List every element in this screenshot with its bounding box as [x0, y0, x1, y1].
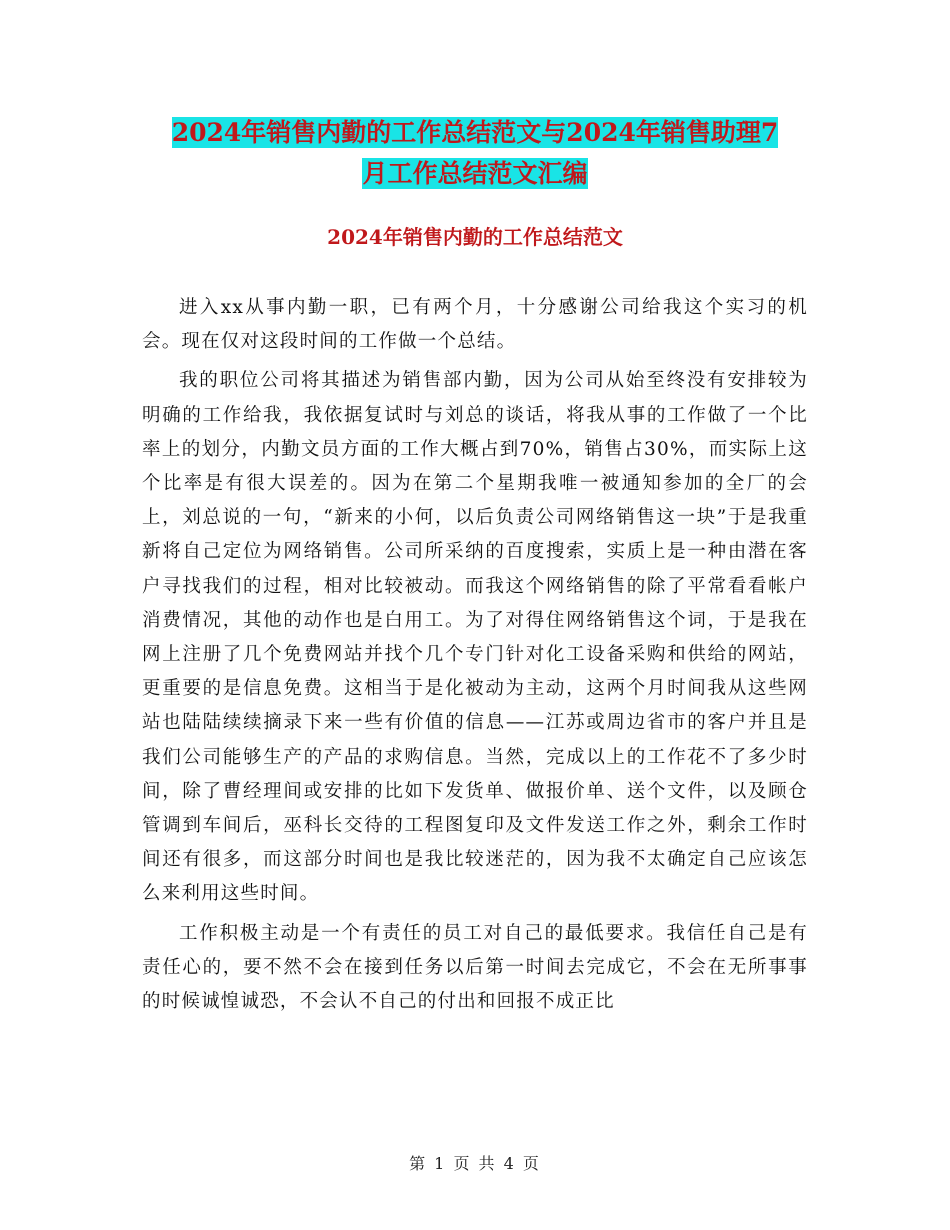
document-title: [140, 112, 810, 194]
paragraph: 我的职位公司将其描述为销售部内勤，因为公司从始至终没有安排较为明确的工作给我，我依据复试时与刘总的谈话，将我从事的工作做了一个比率上的划分，内勤文员方面的工作大概占到70%，销售占30%，而实际上这个比率是有很大误差的。因为在第二个星期我唯一被通知参加的全厂的会上，刘总说的一句，“新来的小何，以后负责公司网络销售这一块”于是我重新将自己定位为网络销售。公司所采纳的百度搜索，实质上是一种由潜在客户寻找我们的过程，相对比较被动。而我这个网络销售的除了平常看看帐户消费情况，其他的动作也是白用工。为了对得住网络销售这个词，于是我在网上注册了几个免费网站并找个几个专门针对化工设备采购和供给的网站，更重要的是信息免费。这相当于是化被动为主动，这两个月时间我从这些网站也陆陆续续摘录下来一些有价值的信息——江苏或周边省市的客户并且是我们公司能够生产的产品的求购信息。当然，完成以上的工作花不了多少时间，除了曹经理间或安排的比如下发货单、做报价单、送个文件，以及顾仓管调到车间后，巫科长交待的工程图复印及文件发送工作之外，剩余工作时间还有很多，而这部分时间也是我比较迷茫的，因为我不太确定自己应该怎么来利用这些时间。: [142, 370, 808, 905]
document-body: [142, 291, 808, 1024]
document-title-line-2: 月工作总结范文汇编: [362, 159, 588, 188]
paragraph: 工作积极主动是一个有责任的员工对自己的最低要求。我信任自己是有责任心的，要不然不会在接到任务以后第一时间去完成它，不会在无所事事的时候诚惶诚恐，不会认不自己的付出和回报不成正比: [142, 922, 808, 1013]
section-title: 2024年销售内勤的工作总结范文: [327, 225, 623, 249]
page-number-footer: 第 1 页 共 4 页: [409, 1154, 541, 1173]
document-title-line-1: 2024年销售内勤的工作总结范文与2024年销售助理7: [171, 118, 779, 147]
paragraph: 进入xx从事内勤一职，已有两个月，十分感谢公司给我这个实习的机会。现在仅对这段时间的工作做一个总结。: [142, 297, 808, 353]
